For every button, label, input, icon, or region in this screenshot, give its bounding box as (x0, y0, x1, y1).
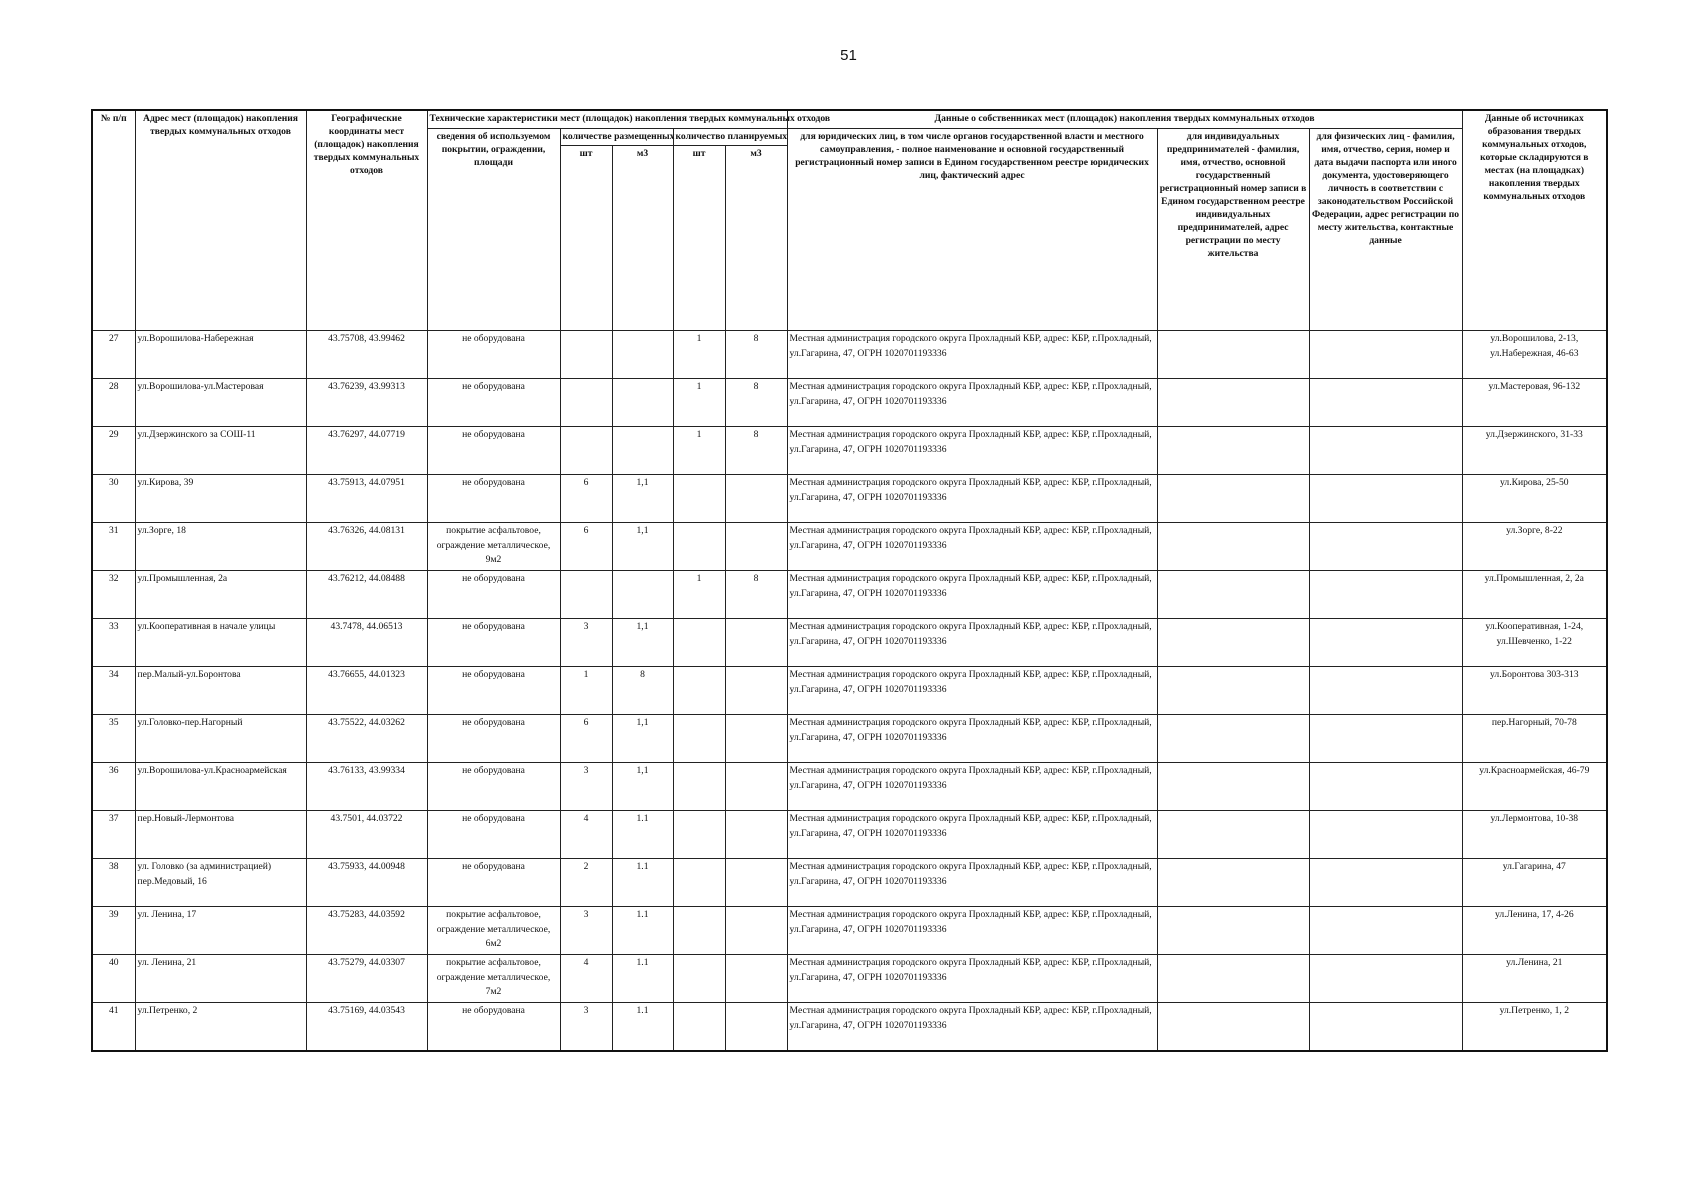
row-owner-ip (1157, 619, 1309, 667)
row-sources: ул.Лермонтова, 10-38 (1462, 811, 1607, 859)
row-planned-pcs (673, 667, 725, 715)
row-planned-pcs (673, 763, 725, 811)
row-owner-legal: Местная администрация городского округа Прохладный КБР, адрес: КБР, г.Прохладный, ул.Гагарина, 47, ОГРН 1020701193336 (787, 331, 1157, 379)
row-placed-m3 (612, 571, 673, 619)
row-address: ул.Ворошилова-ул.Мастеровая (135, 379, 306, 427)
row-sources: ул.Боронтова 303-313 (1462, 667, 1607, 715)
row-number: 35 (92, 715, 135, 763)
row-planned-pcs (673, 907, 725, 955)
header-qty-planned: количество планируемых (673, 128, 787, 146)
row-coords: 43.75522, 44.03262 (306, 715, 427, 763)
table-row (92, 859, 1607, 907)
row-coords: 43.76239, 43.99313 (306, 379, 427, 427)
row-coords: 43.75708, 43.99462 (306, 331, 427, 379)
row-address: ул. Ленина, 21 (135, 955, 306, 1003)
row-surface: покрытие асфальтовое, ограждение металлическое, 7м2 (427, 955, 560, 1003)
row-placed-m3: 1.1 (612, 1003, 673, 1052)
row-planned-m3 (725, 811, 787, 859)
row-owner-person (1309, 571, 1462, 619)
row-owner-ip (1157, 1003, 1309, 1052)
row-placed-m3 (612, 427, 673, 475)
row-number: 38 (92, 859, 135, 907)
row-owner-person (1309, 523, 1462, 571)
row-number: 32 (92, 571, 135, 619)
row-placed-pcs: 1 (560, 667, 612, 715)
row-owner-legal: Местная администрация городского округа Прохладный КБР, адрес: КБР, г.Прохладный, ул.Гагарина, 47, ОГРН 1020701193336 (787, 379, 1157, 427)
header-sources: Данные об источниках образования твердых коммунальных отходов, которые складируются в местах (на площадках) накопления твердых коммунальных отходов (1462, 110, 1607, 331)
row-surface: не оборудована (427, 331, 560, 379)
row-placed-m3: 1,1 (612, 523, 673, 571)
row-coords: 43.76212, 44.08488 (306, 571, 427, 619)
row-owner-legal: Местная администрация городского округа Прохладный КБР, адрес: КБР, г.Прохладный, ул.Гагарина, 47, ОГРН 1020701193336 (787, 715, 1157, 763)
row-placed-pcs: 4 (560, 811, 612, 859)
row-planned-pcs (673, 475, 725, 523)
table-row (92, 427, 1607, 475)
row-sources: ул.Кооперативная, 1-24, ул.Шевченко, 1-22 (1462, 619, 1607, 667)
row-number: 28 (92, 379, 135, 427)
row-planned-pcs (673, 811, 725, 859)
header-owner-person: для физических лиц - фамилия, имя, отчество, серия, номер и дата выдачи паспорта или иного документа, удостоверяющего личность в соответствии с законодательством Российской Федерации, адрес регистрации по месту жительства, контактные данные (1309, 128, 1462, 331)
table-row (92, 955, 1607, 1003)
row-planned-pcs: 1 (673, 331, 725, 379)
row-address: ул.Головко-пер.Нагорный (135, 715, 306, 763)
row-owner-ip (1157, 523, 1309, 571)
row-coords: 43.76133, 43.99334 (306, 763, 427, 811)
header-owner-legal: для юридических лиц, в том числе органов государственной власти и местного самоуправления, - полное наименование и основной государственный регистрационный номер записи в Едином государственном реестре юридических лиц, фактический адрес (787, 128, 1157, 331)
table-row (92, 475, 1607, 523)
row-sources: ул.Кирова, 25-50 (1462, 475, 1607, 523)
row-surface: не оборудована (427, 619, 560, 667)
row-number: 33 (92, 619, 135, 667)
row-planned-pcs: 1 (673, 379, 725, 427)
table-row (92, 1003, 1607, 1052)
row-coords: 43.75283, 44.03592 (306, 907, 427, 955)
row-address: ул.Петренко, 2 (135, 1003, 306, 1052)
row-planned-pcs (673, 955, 725, 1003)
row-owner-ip (1157, 571, 1309, 619)
row-owner-legal: Местная администрация городского округа Прохладный КБР, адрес: КБР, г.Прохладный, ул.Гагарина, 47, ОГРН 1020701193336 (787, 475, 1157, 523)
row-owner-ip (1157, 427, 1309, 475)
row-number: 27 (92, 331, 135, 379)
row-planned-pcs (673, 523, 725, 571)
header-address: Адрес мест (площадок) накопления твердых коммунальных отходов (135, 110, 306, 331)
row-placed-m3: 1.1 (612, 811, 673, 859)
table-row (92, 667, 1607, 715)
row-placed-pcs: 2 (560, 859, 612, 907)
row-sources: ул.Ленина, 21 (1462, 955, 1607, 1003)
header-num: № п/п (92, 110, 135, 331)
row-sources: ул.Зорге, 8-22 (1462, 523, 1607, 571)
row-sources: ул.Ворошилова, 2-13, ул.Набережная, 46-63 (1462, 331, 1607, 379)
row-owner-ip (1157, 379, 1309, 427)
row-owner-ip (1157, 859, 1309, 907)
row-address: ул.Промышленная, 2а (135, 571, 306, 619)
row-surface: не оборудована (427, 475, 560, 523)
row-surface: не оборудована (427, 811, 560, 859)
row-planned-m3: 8 (725, 331, 787, 379)
row-address: ул. Ленина, 17 (135, 907, 306, 955)
row-surface: не оборудована (427, 715, 560, 763)
row-sources: пер.Нагорный, 70-78 (1462, 715, 1607, 763)
row-owner-person (1309, 715, 1462, 763)
table-body (92, 331, 1607, 1052)
row-owner-legal: Местная администрация городского округа Прохладный КБР, адрес: КБР, г.Прохладный, ул.Гагарина, 47, ОГРН 1020701193336 (787, 763, 1157, 811)
row-number: 34 (92, 667, 135, 715)
row-sources: ул.Красноармейская, 46-79 (1462, 763, 1607, 811)
row-planned-m3 (725, 475, 787, 523)
row-placed-pcs: 6 (560, 715, 612, 763)
row-sources: ул.Ленина, 17, 4-26 (1462, 907, 1607, 955)
header-unit-plan-m3: м3 (725, 146, 787, 331)
row-number: 30 (92, 475, 135, 523)
row-owner-person (1309, 811, 1462, 859)
row-number: 37 (92, 811, 135, 859)
row-owner-legal: Местная администрация городского округа Прохладный КБР, адрес: КБР, г.Прохладный, ул.Гагарина, 47, ОГРН 1020701193336 (787, 619, 1157, 667)
row-owner-legal: Местная администрация городского округа Прохладный КБР, адрес: КБР, г.Прохладный, ул.Гагарина, 47, ОГРН 1020701193336 (787, 1003, 1157, 1052)
row-surface: не оборудована (427, 1003, 560, 1052)
row-owner-person (1309, 475, 1462, 523)
row-placed-pcs (560, 427, 612, 475)
row-surface: не оборудована (427, 667, 560, 715)
row-number: 40 (92, 955, 135, 1003)
row-owner-legal: Местная администрация городского округа Прохладный КБР, адрес: КБР, г.Прохладный, ул.Гагарина, 47, ОГРН 1020701193336 (787, 571, 1157, 619)
row-number: 29 (92, 427, 135, 475)
row-placed-pcs (560, 331, 612, 379)
row-placed-pcs (560, 571, 612, 619)
table-row (92, 619, 1607, 667)
row-sources: ул.Промышленная, 2, 2а (1462, 571, 1607, 619)
header-owners: Данные о собственниках мест (площадок) накопления твердых коммунальных отходов (787, 110, 1462, 128)
row-planned-m3 (725, 907, 787, 955)
row-surface: не оборудована (427, 859, 560, 907)
row-placed-pcs (560, 379, 612, 427)
row-placed-pcs: 4 (560, 955, 612, 1003)
table-row (92, 331, 1607, 379)
row-owner-ip (1157, 331, 1309, 379)
header-surface: сведения об используемом покрытии, ограждении, площади (427, 128, 560, 331)
row-placed-pcs: 3 (560, 1003, 612, 1052)
row-sources: ул.Дзержинского, 31-33 (1462, 427, 1607, 475)
header-unit-plan-pcs: шт (673, 146, 725, 331)
table-row (92, 571, 1607, 619)
row-placed-m3: 1,1 (612, 763, 673, 811)
row-planned-m3 (725, 763, 787, 811)
row-placed-m3: 8 (612, 667, 673, 715)
row-planned-pcs: 1 (673, 571, 725, 619)
row-address: пер.Новый-Лермонтова (135, 811, 306, 859)
row-surface: не оборудована (427, 571, 560, 619)
row-placed-pcs: 6 (560, 523, 612, 571)
row-owner-ip (1157, 667, 1309, 715)
row-placed-m3: 1.1 (612, 859, 673, 907)
row-owner-ip (1157, 715, 1309, 763)
row-owner-person (1309, 331, 1462, 379)
row-owner-ip (1157, 907, 1309, 955)
row-placed-m3: 1,1 (612, 619, 673, 667)
row-owner-person (1309, 859, 1462, 907)
row-owner-person (1309, 379, 1462, 427)
row-planned-pcs (673, 859, 725, 907)
row-placed-m3: 1,1 (612, 475, 673, 523)
row-sources: ул.Петренко, 1, 2 (1462, 1003, 1607, 1052)
row-owner-ip (1157, 763, 1309, 811)
row-number: 36 (92, 763, 135, 811)
table-row (92, 907, 1607, 955)
row-placed-m3 (612, 379, 673, 427)
row-placed-m3 (612, 331, 673, 379)
header-unit-m3: м3 (612, 146, 673, 331)
table-row (92, 379, 1607, 427)
row-owner-person (1309, 763, 1462, 811)
table-row (92, 763, 1607, 811)
row-placed-pcs: 3 (560, 907, 612, 955)
header-unit-pcs: шт (560, 146, 612, 331)
row-address: пер.Малый-ул.Боронтова (135, 667, 306, 715)
row-owner-legal: Местная администрация городского округа Прохладный КБР, адрес: КБР, г.Прохладный, ул.Гагарина, 47, ОГРН 1020701193336 (787, 427, 1157, 475)
row-owner-ip (1157, 811, 1309, 859)
row-surface: покрытие асфальтовое, ограждение металлическое, 9м2 (427, 523, 560, 571)
row-owner-ip (1157, 475, 1309, 523)
row-placed-pcs: 3 (560, 763, 612, 811)
row-coords: 43.75279, 44.03307 (306, 955, 427, 1003)
row-surface: не оборудована (427, 763, 560, 811)
row-coords: 43.75913, 44.07951 (306, 475, 427, 523)
row-owner-person (1309, 1003, 1462, 1052)
row-address: ул.Кирова, 39 (135, 475, 306, 523)
row-address: ул.Кооперативная в начале улицы (135, 619, 306, 667)
row-planned-m3 (725, 859, 787, 907)
row-address: ул.Дзержинского за СОШ-11 (135, 427, 306, 475)
row-placed-m3: 1.1 (612, 907, 673, 955)
row-sources: ул.Мастеровая, 96-132 (1462, 379, 1607, 427)
row-placed-pcs: 3 (560, 619, 612, 667)
header-owner-ip: для индивидуальных предпринимателей - фамилия, имя, отчество, основной государственный регистрационный номер записи в Едином государственном реестре индивидуальных предпринимателей, адрес регистрации по месту жительства (1157, 128, 1309, 331)
row-surface: не оборудована (427, 427, 560, 475)
row-sources: ул.Гагарина, 47 (1462, 859, 1607, 907)
row-number: 39 (92, 907, 135, 955)
row-owner-legal: Местная администрация городского округа Прохладный КБР, адрес: КБР, г.Прохладный, ул.Гагарина, 47, ОГРН 1020701193336 (787, 523, 1157, 571)
row-address: ул.Зорге, 18 (135, 523, 306, 571)
row-owner-legal: Местная администрация городского округа Прохладный КБР, адрес: КБР, г.Прохладный, ул.Гагарина, 47, ОГРН 1020701193336 (787, 667, 1157, 715)
row-owner-person (1309, 955, 1462, 1003)
table-row (92, 523, 1607, 571)
row-planned-m3 (725, 715, 787, 763)
row-planned-pcs (673, 619, 725, 667)
row-placed-m3: 1,1 (612, 715, 673, 763)
header-coords: Географические координаты мест (площадок) накопления твердых коммунальных отходов (306, 110, 427, 331)
row-planned-m3: 8 (725, 427, 787, 475)
row-owner-legal: Местная администрация городского округа Прохладный КБР, адрес: КБР, г.Прохладный, ул.Гагарина, 47, ОГРН 1020701193336 (787, 955, 1157, 1003)
row-placed-pcs: 6 (560, 475, 612, 523)
row-planned-pcs (673, 1003, 725, 1052)
row-owner-person (1309, 427, 1462, 475)
row-planned-m3 (725, 523, 787, 571)
row-planned-pcs: 1 (673, 427, 725, 475)
waste-sites-table (91, 109, 1608, 1052)
row-surface: не оборудована (427, 379, 560, 427)
row-owner-person (1309, 619, 1462, 667)
row-owner-ip (1157, 955, 1309, 1003)
row-planned-m3: 8 (725, 379, 787, 427)
row-owner-legal: Местная администрация городского округа Прохладный КБР, адрес: КБР, г.Прохладный, ул.Гагарина, 47, ОГРН 1020701193336 (787, 859, 1157, 907)
row-address: ул.Ворошилова-ул.Красноармейская (135, 763, 306, 811)
row-coords: 43.75933, 44.00948 (306, 859, 427, 907)
header-tech: Технические характеристики мест (площадок) накопления твердых коммунальных отходов (427, 110, 787, 128)
row-owner-legal: Местная администрация городского округа Прохладный КБР, адрес: КБР, г.Прохладный, ул.Гагарина, 47, ОГРН 1020701193336 (787, 811, 1157, 859)
table-row (92, 811, 1607, 859)
row-planned-pcs (673, 715, 725, 763)
row-coords: 43.7478, 44.06513 (306, 619, 427, 667)
row-owner-person (1309, 907, 1462, 955)
row-planned-m3 (725, 667, 787, 715)
table-row (92, 715, 1607, 763)
page-number: 51 (840, 47, 857, 64)
row-owner-legal: Местная администрация городского округа Прохладный КБР, адрес: КБР, г.Прохладный, ул.Гагарина, 47, ОГРН 1020701193336 (787, 907, 1157, 955)
row-placed-m3: 1.1 (612, 955, 673, 1003)
row-address: ул.Ворошилова-Набережная (135, 331, 306, 379)
row-planned-m3 (725, 1003, 787, 1052)
row-planned-m3: 8 (725, 571, 787, 619)
row-planned-m3 (725, 619, 787, 667)
row-address: ул. Головко (за администрацией) пер.Медовый, 16 (135, 859, 306, 907)
row-coords: 43.75169, 44.03543 (306, 1003, 427, 1052)
row-planned-m3 (725, 955, 787, 1003)
header-qty-placed: количестве размещенных (560, 128, 673, 146)
row-coords: 43.7501, 44.03722 (306, 811, 427, 859)
row-coords: 43.76655, 44.01323 (306, 667, 427, 715)
row-surface: покрытие асфальтовое, ограждение металлическое, 6м2 (427, 907, 560, 955)
row-number: 41 (92, 1003, 135, 1052)
row-coords: 43.76326, 44.08131 (306, 523, 427, 571)
row-number: 31 (92, 523, 135, 571)
row-coords: 43.76297, 44.07719 (306, 427, 427, 475)
row-owner-person (1309, 667, 1462, 715)
